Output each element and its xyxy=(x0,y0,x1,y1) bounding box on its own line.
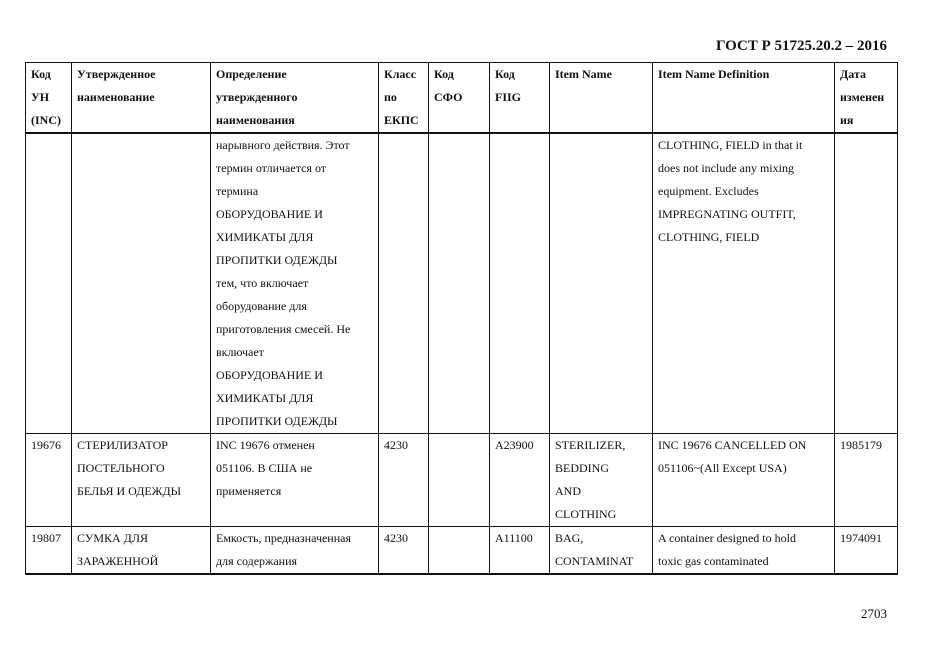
cell-text: применяется xyxy=(216,484,282,498)
cell-text: ПРОПИТКИ ОДЕЖДЫ xyxy=(216,253,338,267)
header-item-name xyxy=(550,63,653,134)
cell-text: AND xyxy=(555,484,581,498)
cell-fiig-code xyxy=(490,133,550,434)
cell-text: включает xyxy=(216,345,264,359)
cell-text: Емкость, предназначенная xyxy=(216,531,351,545)
cell-text: 4230 xyxy=(384,438,408,452)
cell-approved-name xyxy=(72,133,211,434)
table-row xyxy=(26,434,898,527)
cell-text: CLOTHING xyxy=(555,507,617,521)
header-sfo-code xyxy=(429,63,490,134)
cell-change-date xyxy=(835,133,898,434)
cell-sfo-code xyxy=(429,133,490,434)
cell-code-inc xyxy=(26,434,72,527)
header-change-date xyxy=(835,63,898,134)
header-text: Утвержденное xyxy=(77,67,156,81)
header-text: по xyxy=(384,90,397,104)
header-text: изменен xyxy=(840,90,885,104)
header-fiig-code xyxy=(490,63,550,134)
header-text: Код xyxy=(495,67,515,81)
cell-text: оборудование для xyxy=(216,299,307,313)
header-item-name-definition xyxy=(653,63,835,134)
cell-text: ХИМИКАТЫ ДЛЯ xyxy=(216,391,314,405)
cell-sfo-code xyxy=(429,527,490,575)
cell-text: тем, что включает xyxy=(216,276,309,290)
header-text: Item Name Definition xyxy=(658,67,770,81)
cell-text: нарывного действия. Этот xyxy=(216,138,350,152)
cell-text: СТЕРИЛИЗАТОР xyxy=(77,438,168,452)
header-text: Код xyxy=(31,67,51,81)
cell-definition xyxy=(211,133,379,434)
header-text: Код xyxy=(434,67,454,81)
header-text: Класс xyxy=(384,67,417,81)
cell-text: A11100 xyxy=(495,531,533,545)
header-code-inc xyxy=(26,63,72,134)
cell-item-name-definition xyxy=(653,434,835,527)
cell-text: ХИМИКАТЫ ДЛЯ xyxy=(216,230,314,244)
cell-approved-name xyxy=(72,434,211,527)
cell-text: CONTAMINAT xyxy=(555,554,634,568)
cell-text: CLOTHING, FIELD xyxy=(658,230,760,244)
header-text: Item Name xyxy=(555,67,612,81)
cell-sfo-code xyxy=(429,434,490,527)
cell-approved-name xyxy=(72,527,211,575)
page-number: 2703 xyxy=(861,606,887,621)
cell-text: ПОСТЕЛЬНОГО xyxy=(77,461,165,475)
cell-fiig-code xyxy=(490,434,550,527)
cell-text: СУМКА ДЛЯ xyxy=(77,531,149,545)
cell-change-date xyxy=(835,527,898,575)
cell-text: toxic gas contaminated xyxy=(658,554,769,568)
table-header-row xyxy=(26,63,898,134)
cell-text: BEDDING xyxy=(555,461,609,475)
cell-ekps-class xyxy=(379,133,429,434)
cell-text: 1985179 xyxy=(840,438,882,452)
cell-code-inc xyxy=(26,527,72,575)
cell-text: ПРОПИТКИ ОДЕЖДЫ xyxy=(216,414,338,428)
cell-item-name-definition xyxy=(653,527,835,575)
cell-text: ОБОРУДОВАНИЕ И xyxy=(216,368,323,382)
catalog-table xyxy=(25,62,898,575)
cell-fiig-code xyxy=(490,527,550,575)
header-text: наименования xyxy=(216,113,295,127)
table-row xyxy=(26,527,898,575)
header-ekps-class xyxy=(379,63,429,134)
cell-text: STERILIZER, xyxy=(555,438,626,452)
cell-definition xyxy=(211,434,379,527)
cell-text: A23900 xyxy=(495,438,534,452)
cell-text: приготовления смесей. Не xyxy=(216,322,351,336)
header-text: Дата xyxy=(840,67,866,81)
cell-text: IMPREGNATING OUTFIT, xyxy=(658,207,796,221)
header-text: Определение xyxy=(216,67,287,81)
cell-text: 19807 xyxy=(31,531,61,545)
cell-text: 051106~(All Except USA) xyxy=(658,461,787,475)
cell-text: 1974091 xyxy=(840,531,882,545)
header-text: (INC) xyxy=(31,113,61,127)
cell-text: BAG, xyxy=(555,531,584,545)
cell-text: БЕЛЬЯ И ОДЕЖДЫ xyxy=(77,484,182,498)
document-header: ГОСТ Р 51725.20.2 – 2016 xyxy=(715,38,887,54)
cell-text: ЗАРАЖЕННОЙ xyxy=(77,554,159,568)
cell-text: для содержания xyxy=(216,554,298,568)
cell-ekps-class xyxy=(379,434,429,527)
cell-text: 051106. В США не xyxy=(216,461,313,475)
cell-text: INC 19676 отменен xyxy=(216,438,315,452)
table-row xyxy=(26,133,898,434)
cell-text: 19676 xyxy=(31,438,61,452)
cell-item-name xyxy=(550,527,653,575)
header-text: УН xyxy=(31,90,50,104)
cell-text: A container designed to hold xyxy=(658,531,796,545)
cell-ekps-class xyxy=(379,527,429,575)
header-text: ия xyxy=(840,113,854,127)
cell-item-name xyxy=(550,434,653,527)
header-text: наименование xyxy=(77,90,155,104)
cell-item-name xyxy=(550,133,653,434)
cell-item-name-definition xyxy=(653,133,835,434)
header-text: ЕКПС xyxy=(384,113,419,127)
header-text: СФО xyxy=(434,90,463,104)
cell-text: INC 19676 CANCELLED ON xyxy=(658,438,807,452)
cell-definition xyxy=(211,527,379,575)
cell-text: CLOTHING, FIELD in that it xyxy=(658,138,803,152)
cell-text: термина xyxy=(216,184,259,198)
cell-code-inc xyxy=(26,133,72,434)
header-text: FIIG xyxy=(495,90,522,104)
header-approved-name xyxy=(72,63,211,134)
header-text: утвержденного xyxy=(216,90,298,104)
cell-text: ОБОРУДОВАНИЕ И xyxy=(216,207,323,221)
cell-change-date xyxy=(835,434,898,527)
cell-text: does not include any mixing xyxy=(658,161,794,175)
cell-text: 4230 xyxy=(384,531,408,545)
cell-text: термин отличается от xyxy=(216,161,327,175)
header-definition xyxy=(211,63,379,134)
cell-text: equipment. Excludes xyxy=(658,184,759,198)
